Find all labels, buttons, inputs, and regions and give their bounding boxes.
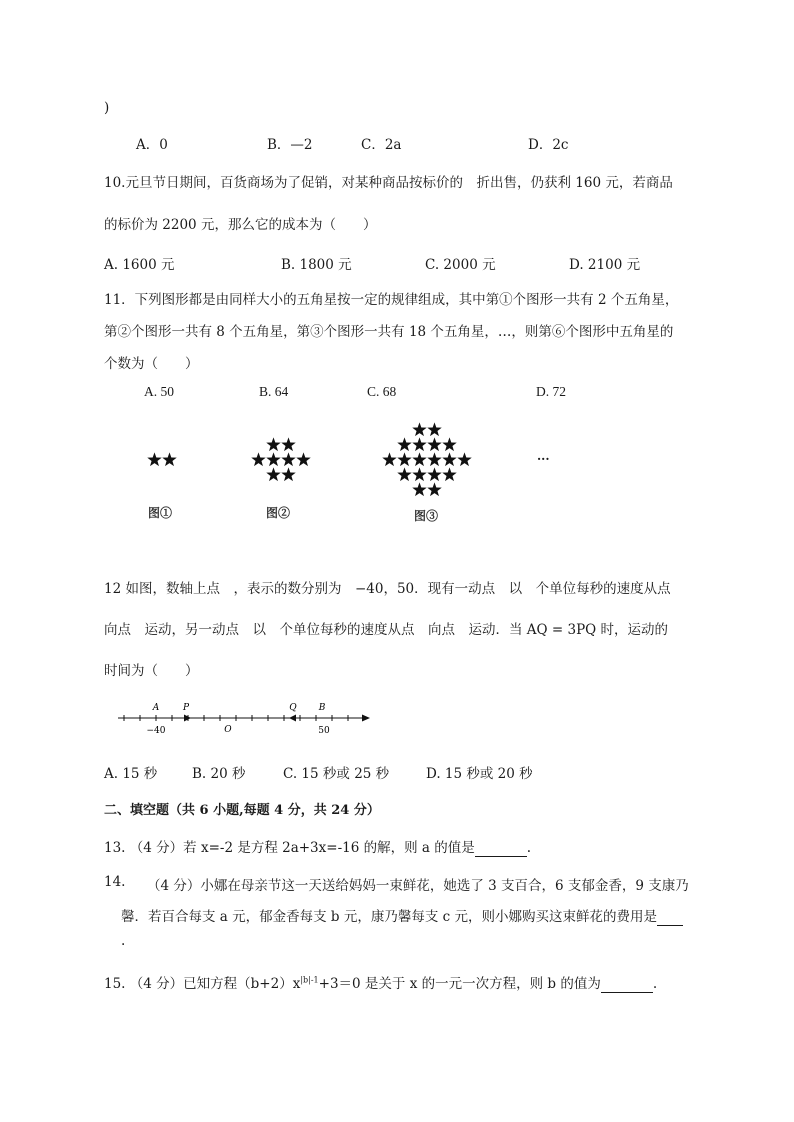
star-icon [412,467,426,481]
prev-option-b: B．—2 [267,137,313,153]
q11-line2: 第②个图形一共有 8 个五角星，第③个图形一共有 18 个五角星，…，则第⑥个图形中五角星的 [104,324,674,340]
q-arrow-icon [289,715,296,722]
prev-option-d: D．2c [528,137,569,153]
star-icon [266,452,280,466]
q11-line3: 个数为（ ） [104,356,199,372]
prev-option-a: A．0 [136,137,168,153]
figure-label-3: 图③ [414,509,439,523]
star-icon [427,422,441,436]
prev-question-closing: ) [104,100,110,116]
q10-options [0,253,794,275]
star-icon [281,437,295,451]
star-icon [442,452,456,466]
q10-option-c: C. 2000 元 [425,257,496,273]
q12-option-a: A. 15 秒 [104,766,158,782]
axis-letter-b: B [318,703,326,713]
q10-option-d: D. 2100 元 [569,257,641,273]
q13-number: 13. [104,840,126,856]
star-icon [147,452,161,466]
q13-text: （4 分）若 x=-2 是方程 2a+3x=-16 的解，则 a 的值是 [129,840,475,856]
star-icon [412,437,426,451]
q12-option-c: C. 15 秒或 25 秒 [283,766,390,782]
q11-line1: 11．下列图形都是由同样大小的五角星按一定的规律组成，其中第①个图形一共有 2 个五角星， [104,292,679,308]
q15-exponent: |b|-1 [300,975,319,985]
q10-option-a: A. 1600 元 [104,257,175,273]
star-icon [427,482,441,496]
q15 [104,972,657,993]
prev-options [0,133,794,155]
q12-line2: 向点 运动，另一动点 以 个单位每秒的速度从点 向点 运动．当 AQ = 3PQ 时，运动的 [104,622,669,638]
star-icon [397,437,411,451]
q10-line1: 10.元旦节日期间，百货商场为了促销，对某种商品按标价的 折出售，仍获利 160 元，若商品 [104,175,673,191]
figure-label-1: 图① [148,506,173,520]
star-icon [412,422,426,436]
star-icon [251,452,265,466]
figure-ellipsis: ··· [537,452,550,466]
prev-option-c: C．2a [361,137,402,153]
q10-option-b: B. 1800 元 [281,257,352,273]
star-icon [442,467,456,481]
star-icon [397,452,411,466]
section-title: 二、填空题（共 6 小题,每题 4 分，共 24 分） [104,803,380,818]
star-icon [427,467,441,481]
star-icon [427,437,441,451]
star-figures [0,400,794,530]
number-line [100,696,380,744]
q12-option-d: D. 15 秒或 20 秒 [426,766,533,782]
axis-letter-p: P [182,703,190,713]
q13 [104,836,531,857]
q15-text-pre: （4 分）已知方程（b+2）x [129,976,301,992]
q13-end: . [526,840,532,856]
star-icon [382,452,396,466]
axis-letter-a: A [152,703,160,713]
q11-option-c: C. 68 [367,384,397,399]
q14-line1: （4 分）小娜在母亲节这一天送给妈妈一束鲜花，她选了 3 支百合，6 支郁金香，9 支康乃 [147,878,689,894]
star-icon [281,467,295,481]
star-icon [266,467,280,481]
star-icon [412,482,426,496]
star-icon [266,437,280,451]
q15-text-post: +3＝0 是关于 x 的一元一次方程，则 b 的值为 [318,976,601,992]
star-icon [162,452,176,466]
q11-option-d: D. 72 [536,384,566,399]
q10-line2: 的标价为 2200 元，那么它的成本为（ ） [104,217,377,233]
q15-answer-blank[interactable] [601,976,653,993]
axis-origin: O [224,725,232,735]
q12-line1: 12 如图，数轴上点 ，表示的数分别为 −40，50．现有一动点 以 个单位每秒的速度从点 [104,581,671,597]
q11-option-a: A. 50 [144,384,174,399]
star-icon [457,452,471,466]
q12-line3: 时间为（ ） [104,663,199,679]
axis-letter-q: Q [289,703,297,713]
q14-line2-wrap [121,905,683,926]
q14-line2: 馨．若百合每支 a 元，郁金香每支 b 元，康乃馨每支 c 元，则小娜购买这束鲜花的费用是 [121,909,657,925]
star-icon [281,452,295,466]
star-icon [427,452,441,466]
q14-end: . [121,933,126,949]
star-icon [412,452,426,466]
axis-tick-50: 50 [318,726,330,736]
axis-tick-minus40: −40 [146,726,166,736]
figure-label-2: 图② [266,506,291,520]
q12-option-b: B. 20 秒 [192,766,246,782]
q14-number: 14. [104,874,126,890]
q14-answer-blank[interactable] [657,909,683,926]
star-icon [442,437,456,451]
star-icon [397,467,411,481]
q11-option-b: B. 64 [259,384,289,399]
q12-options [0,762,794,784]
star-icon [296,452,310,466]
q15-end: . [652,976,658,992]
q13-answer-blank[interactable] [475,840,527,857]
q15-number: 15. [104,976,126,992]
